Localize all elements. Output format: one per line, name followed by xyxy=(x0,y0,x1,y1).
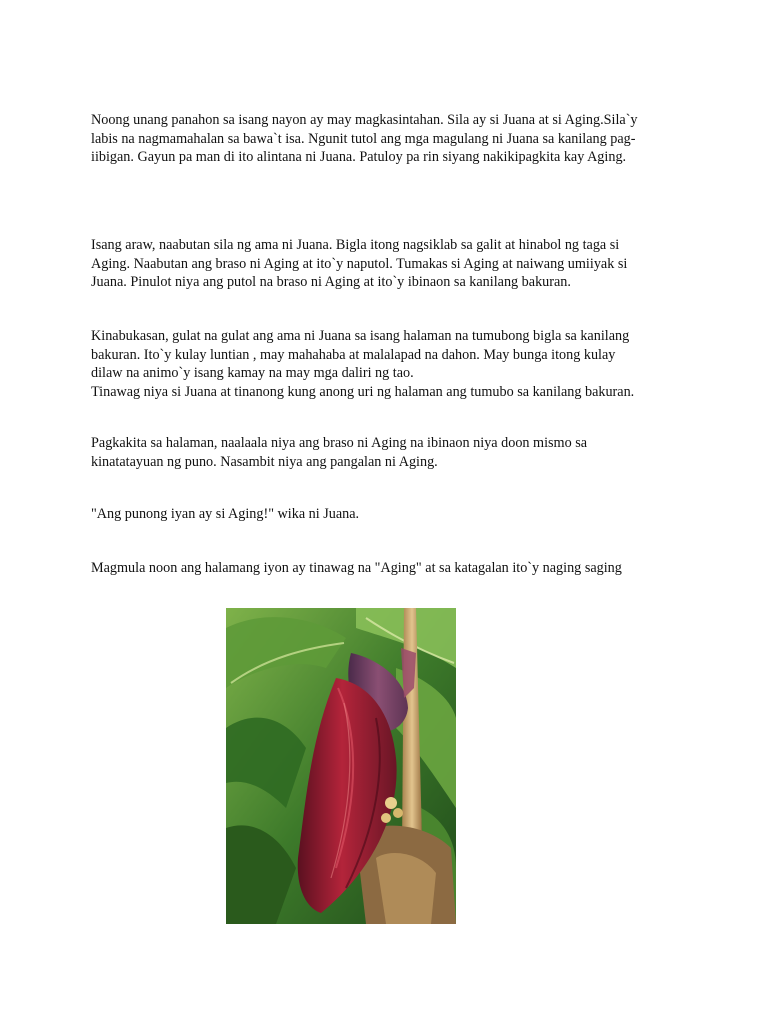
story-paragraph-5: "Ang punong iyan ay si Aging!" wika ni Juana. xyxy=(91,506,360,522)
story-paragraph-3: Kinabukasan, gulat na gulat ang ama ni Juana sa isang halaman na tumubong bigla sa kanilang bakuran. Ito`y kulay luntian , may mahahaba at malalapad na dahon. May bunga itong kulay dilaw na animo`y isang kamay na may mga daliri ng tao. Tinawag niya si Juana at tinanong kung anong uri ng halaman ang tumubo sa kanilang bakuran. xyxy=(91,328,635,400)
story-paragraph-2: Isang araw, naabutan sila ng ama ni Juana. Bigla itong nagsiklab sa galit at hinabol ng taga si Aging. Naabutan ang braso ni Aging at ito`y naputol. Tumakas si Aging at naiwang umiiyak si Juana. Pinulot niya ang putol na braso ni Aging at ito`y ibinaon sa kanilang bakuran. xyxy=(91,237,628,290)
banana-flower-photo xyxy=(226,608,456,924)
story-paragraph-6: Magmula noon ang halamang iyon ay tinawag na "Aging" at sa katagalan ito`y naging saging xyxy=(91,560,622,576)
story-paragraph-1: Noong unang panahon sa isang nayon ay may magkasintahan. Sila ay si Juana at si Aging.Sila`y labis na nagmamahalan sa bawa`t isa. Ngunit tutol ang mga magulang ni Juana sa kanilang pag- iibigan. Gayun pa man di ito alintana ni Juana. Patuloy pa rin siyang nakikipagkita kay Aging. xyxy=(91,112,638,165)
story-paragraph-4: Pagkakita sa halaman, naalaala niya ang braso ni Aging na ibinaon niya doon mismo sa kinatatayuan ng puno. Nasambit niya ang pangalan ni Aging. xyxy=(91,435,588,470)
